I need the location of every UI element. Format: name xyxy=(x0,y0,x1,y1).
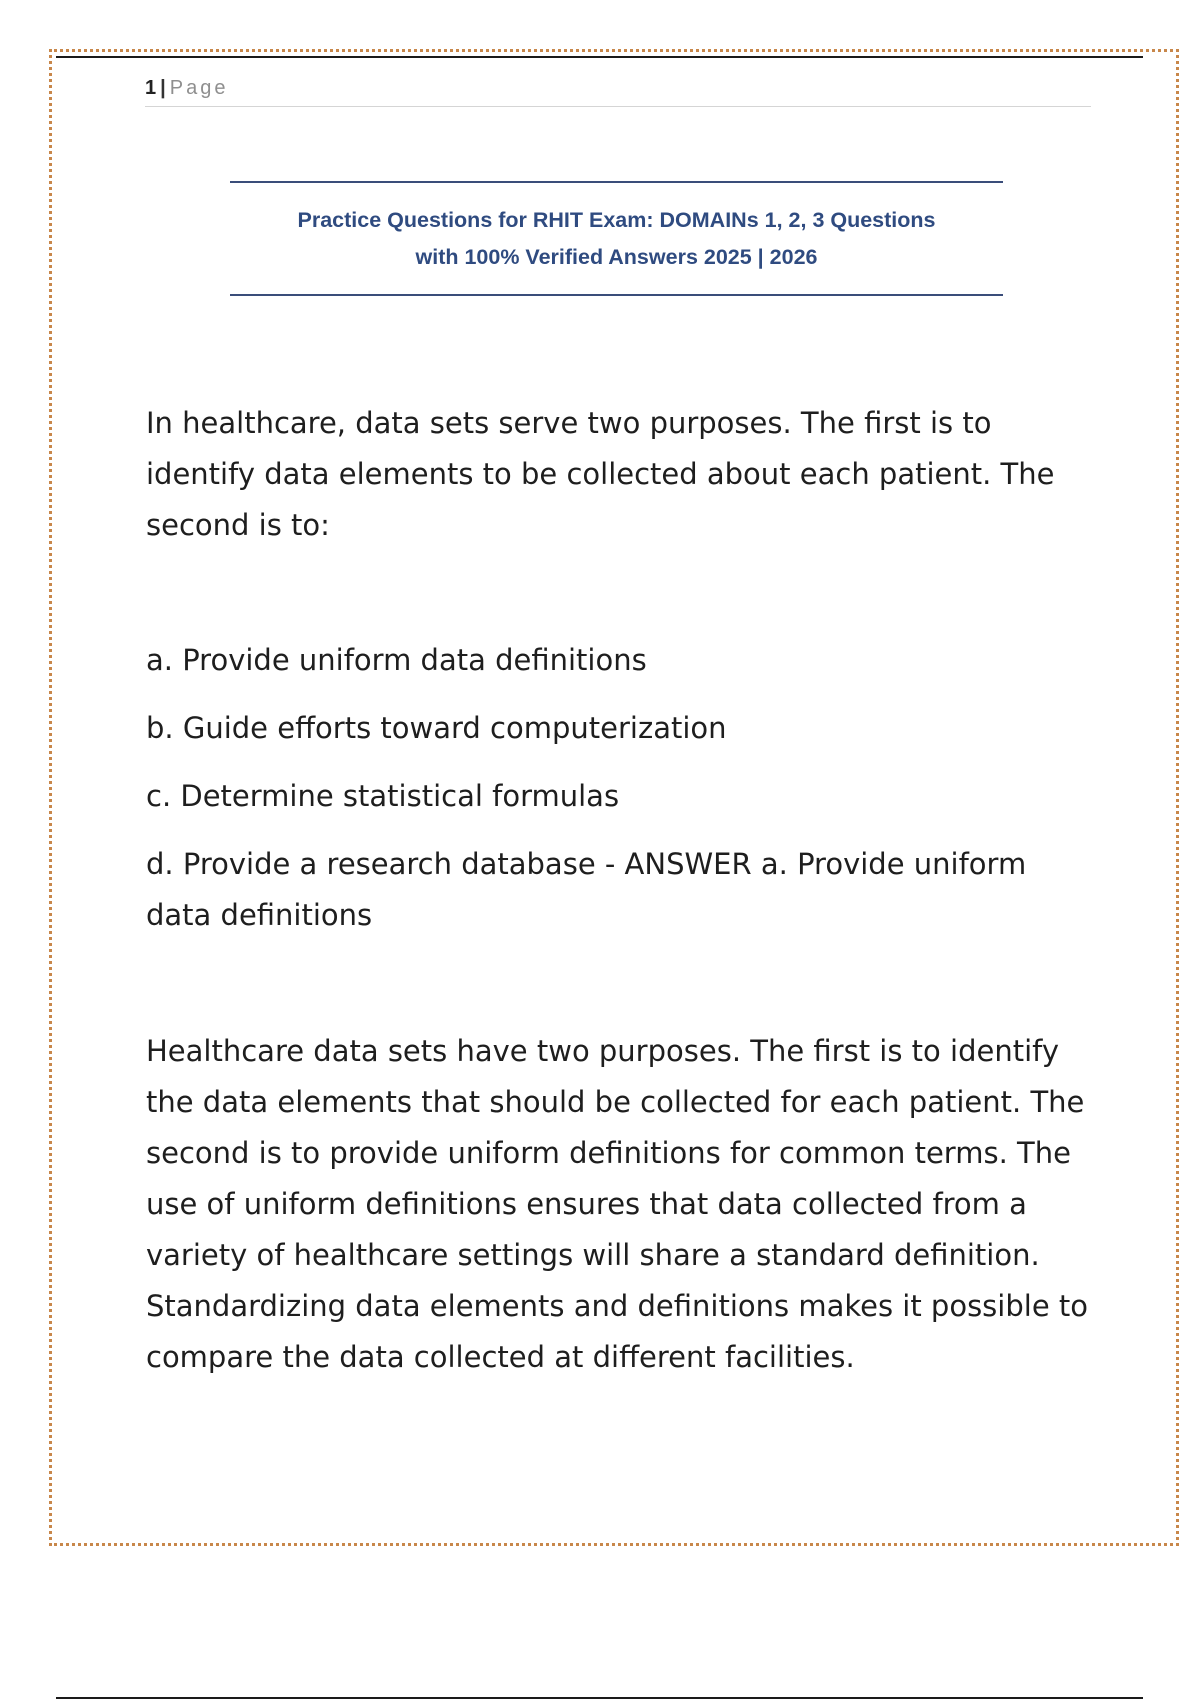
title-line-2: with 100% Verified Answers 2025 | 2026 xyxy=(415,244,818,269)
option-a: a. Provide uniform data definitions xyxy=(146,643,647,677)
title-block xyxy=(230,181,1003,296)
page-header xyxy=(145,74,1091,107)
page-separator: | xyxy=(160,77,166,99)
option-d-with-answer: d. Provide a research database - ANSWER a. Provide uniform data definitions xyxy=(146,847,1027,932)
option-b: b. Guide efforts toward computerization xyxy=(146,711,727,745)
document-title xyxy=(237,202,997,276)
option-c: c. Determine statistical formulas xyxy=(146,779,620,813)
bottom-rule xyxy=(56,1697,1143,1699)
title-line-1: Practice Questions for RHIT Exam: DOMAINs 1, 2, 3 Questions xyxy=(297,207,936,232)
top-rule xyxy=(56,56,1143,58)
page-number: 1 xyxy=(145,77,157,99)
answer-options xyxy=(146,635,1096,941)
page-label: Page xyxy=(169,77,229,99)
explanation-text: Healthcare data sets have two purposes. The first is to identify the data elements that should be collected for each patient. The second is to provide uniform definitions for common terms. The use of uniform definitions ensures that data collected from a variety of healthcare settings will share a standard definition. Standardizing data elements and definitions makes it possible to compare the data collected at different facilities. xyxy=(146,1034,1088,1374)
question-text: In healthcare, data sets serve two purposes. The first is to identify data elements to be collected about each patient. The second is to: xyxy=(146,406,1055,542)
